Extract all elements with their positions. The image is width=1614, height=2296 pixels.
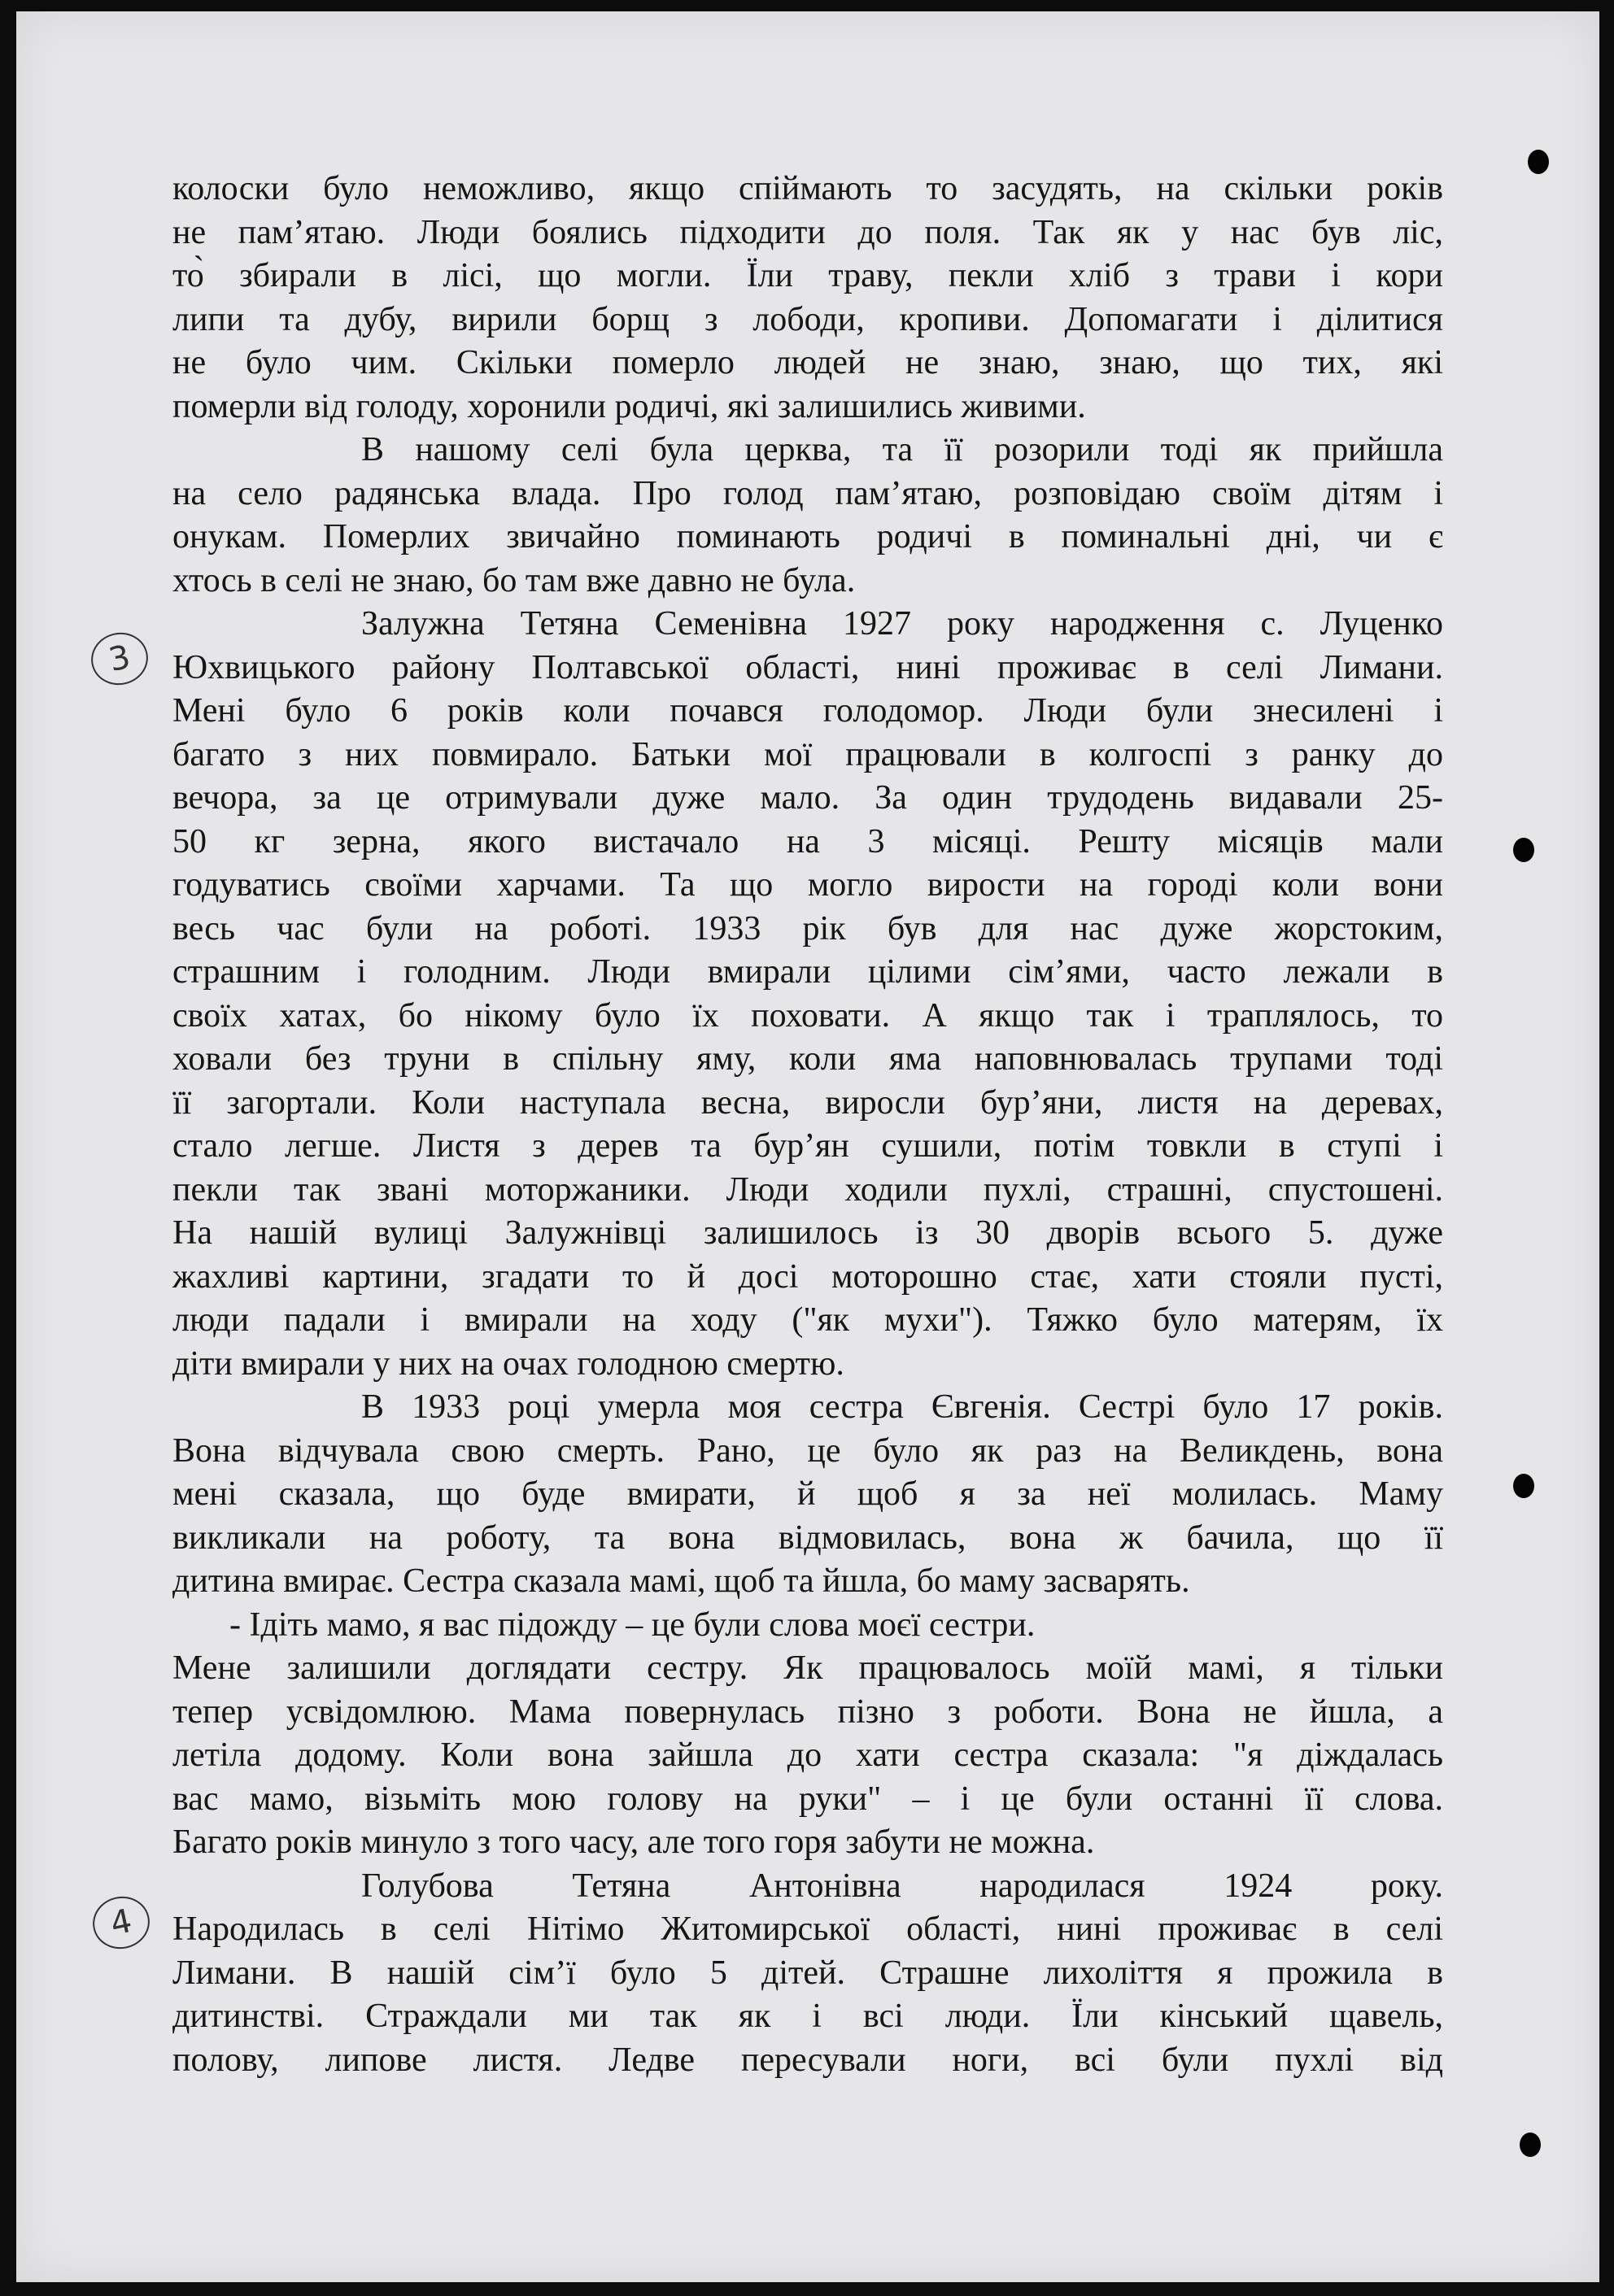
punch-hole [1513, 838, 1534, 862]
text-line: Лимани. В нашій сім’ї було 5 дітей. Страшне лихоліття я прожила в [172, 1954, 1443, 1992]
text-line: пекли так звані моторжаники. Люди ходили пухлі, страшні, спустошені. [172, 1170, 1443, 1209]
text-line: дитинстві. Страждали ми так як і всі люди. Їли кінський щавель, [172, 1998, 1443, 2035]
text-line: Юхвицького району Полтавської області, нині проживає в селі Лимани. [172, 648, 1443, 686]
text-line: багато з них повмирало. Батьки мої працювали в колгоспі з ранку до [172, 735, 1443, 773]
text-line: онукам. Померлих звичайно поминають родичі в поминальні дні, чи є [172, 518, 1443, 555]
text-line: липи та дубу, вирили борщ з лободи, кропиви. Допомагати і ділитися [172, 300, 1443, 338]
text-line: ховали без труни в спільну яму, коли яма наповнювалась трупами тоді [172, 1040, 1443, 1078]
text-line: На нашій вулиці Залужнівці залишилось із 30 дворів всього 5. дуже [172, 1214, 1443, 1252]
text-line: хтось в селі не знаю, бо там вже давно не була. [172, 561, 856, 599]
text-line: викликали на роботу, та вона відмовилась, вона ж бачила, що її [172, 1518, 1443, 1557]
text-line: страшним і голодним. Люди вмирали цілими сім’ями, часто лежали в [172, 953, 1443, 991]
text-line: тепер усвідомлюю. Мама повернулась пізно з роботи. Вона не йшла, а [172, 1693, 1443, 1731]
text-line: весь час були на роботі. 1933 рік був для нас дуже жорстоким, [172, 909, 1443, 948]
punch-hole [1528, 150, 1549, 174]
text-line: В нашому селі була церква, та її розорили тоді як прийшла [361, 431, 1443, 468]
scanned-page [16, 11, 1599, 2282]
text-line: вас мамо, візьміть мою голову на руки" – і це були останні її слова. [172, 1780, 1443, 1818]
text-line: померли від голоду, хоронили родичі, які залишились живими. [172, 387, 1086, 425]
text-line: не пам’ятаю. Люди боялись підходити до поля. Так як у нас був ліс, [172, 213, 1443, 251]
punch-hole [1513, 1474, 1534, 1498]
text-line: 50 кг зерна, якого вистачало на 3 місяці. Решту місяців мали [172, 822, 1443, 860]
text-line: мені сказала, що буде вмирати, й щоб я за неї молилась. Маму [172, 1475, 1443, 1513]
text-line: Мені було 6 років коли почався голодомор. Люди були знесилені і [172, 692, 1443, 730]
text-line: летіла додому. Коли вона зайшла до хати сестра сказала: "я діждалась [172, 1736, 1443, 1774]
punch-hole [1520, 2133, 1541, 2157]
text-line: Вона відчувала свою смерть. Рано, це було як раз на Великдень, вона [172, 1431, 1443, 1470]
text-line: на село радянська влада. Про голод пам’ятаю, розповідаю своїм дітям і [172, 474, 1443, 512]
text-line: В 1933 році умерла моя сестра Євгенія. Сестрі було 17 років. [361, 1388, 1443, 1426]
text-line: вечора, за це отримували дуже мало. За один трудодень видавали 25- [172, 779, 1443, 817]
text-line: колоски було неможливо, якщо спіймають то засудять, на скільки років [172, 170, 1443, 207]
margin-mark-3: 3 [86, 627, 153, 690]
text-line: жахливі картини, згадати то й досі моторошно стає, хати стояли пусті, [172, 1257, 1443, 1296]
text-line: стало легше. Листя з дерев та бур’ян сушили, потім товкли в ступі і [172, 1127, 1443, 1165]
text-line: полову, липове листя. Ледве пересували ноги, всі були пухлі від [172, 2041, 1443, 2079]
text-line: Народилась в селі Нітімо Житомирської області, нині проживає в селі [172, 1910, 1443, 1948]
text-line: Мене залишили доглядати сестру. Як працювалось моїй мамі, я тільки [172, 1649, 1443, 1687]
text-line: Голубова Тетяна Антонівна народилася 1924 року. [361, 1867, 1443, 1905]
text-line: не було чим. Скільки померло людей не знаю, знаю, що тих, які [172, 344, 1443, 381]
text-line: Багато років минуло з того часу, але того горя забути не можна. [172, 1823, 1095, 1861]
text-line: годуватись своїми харчами. Та що могло вирости на городі коли вони [172, 866, 1443, 904]
text-line: то̀ збирали в лісі, що могли. Їли траву, пекли хліб з трави і кори [172, 257, 1443, 294]
text-line: люди падали і вмирали на ходу ("як мухи"). Тяжко було матерям, їх [172, 1301, 1443, 1339]
text-line: Залужна Тетяна Семенівна 1927 року народження с. Луценко [361, 605, 1443, 643]
text-line: своїх хатах, бо нікому було їх поховати. А якщо так і траплялось, то [172, 996, 1443, 1035]
margin-mark-4: 4 [88, 1891, 155, 1954]
text-line: її загортали. Коли наступала весна, виросли бур’яни, листя на деревах, [172, 1083, 1443, 1122]
text-line: - Ідіть мамо, я вас підожду – це були слова моєї сестри. [229, 1605, 1036, 1644]
text-line: дитина вмирає. Сестра сказала мамі, щоб та йшла, бо маму засварять. [172, 1562, 1190, 1600]
text-line: діти вмирали у них на очах голодною смертю. [172, 1344, 844, 1383]
